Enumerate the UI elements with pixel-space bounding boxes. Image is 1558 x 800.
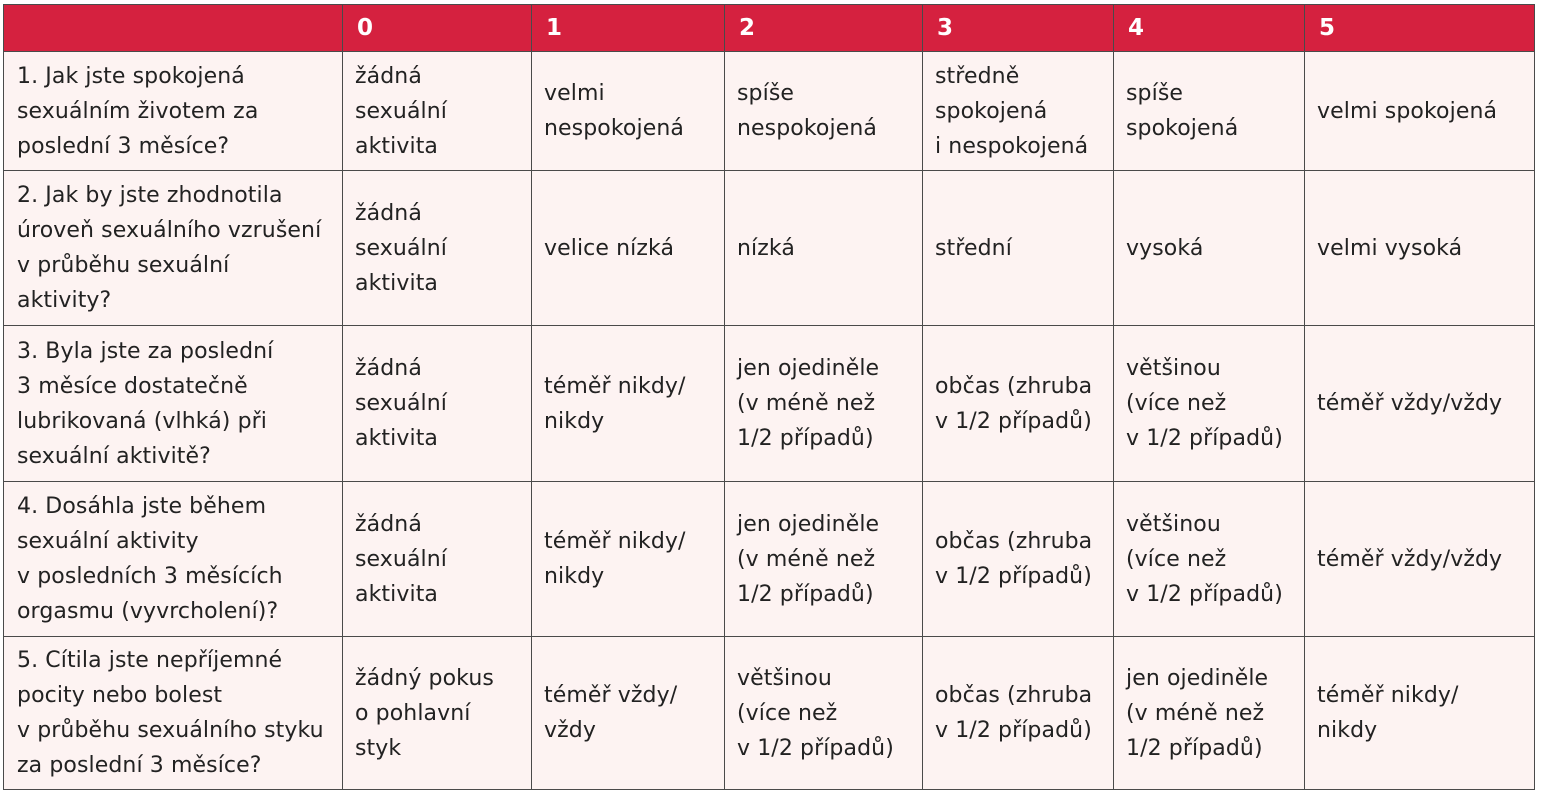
header-score-1: 1 bbox=[532, 5, 725, 52]
answer-cell: jen ojediněle (v méně než 1/2 případů) bbox=[725, 482, 923, 637]
header-question-column bbox=[4, 5, 343, 52]
answer-cell: velmi vysoká bbox=[1305, 171, 1535, 326]
answer-cell: jen ojediněle (v méně než 1/2 případů) bbox=[1114, 637, 1305, 790]
questionnaire-table-wrapper bbox=[3, 4, 1535, 790]
answer-cell: spíše nespokojená bbox=[725, 52, 923, 171]
answer-cell: žádná sexuální aktivita bbox=[343, 52, 532, 171]
question-cell: 2. Jak by jste zhodnotila úroveň sexuálního vzrušení v průběhu sexuální aktivity? bbox=[4, 171, 343, 326]
answer-cell: občas (zhruba v 1/2 případů) bbox=[923, 637, 1114, 790]
header-score-2: 2 bbox=[725, 5, 923, 52]
answer-cell: většinou (více než v 1/2 případů) bbox=[1114, 326, 1305, 482]
answer-cell: občas (zhruba v 1/2 případů) bbox=[923, 326, 1114, 482]
answer-cell: velmi spokojená bbox=[1305, 52, 1535, 171]
table-row bbox=[4, 482, 1535, 637]
header-score-3: 3 bbox=[923, 5, 1114, 52]
answer-cell: jen ojediněle (v méně než 1/2 případů) bbox=[725, 326, 923, 482]
answer-cell: téměř nikdy/ nikdy bbox=[532, 482, 725, 637]
answer-cell: občas (zhruba v 1/2 případů) bbox=[923, 482, 1114, 637]
answer-cell: téměř nikdy/ nikdy bbox=[1305, 637, 1535, 790]
answer-cell: spíše spokojená bbox=[1114, 52, 1305, 171]
answer-cell: žádná sexuální aktivita bbox=[343, 171, 532, 326]
answer-cell: žádná sexuální aktivita bbox=[343, 326, 532, 482]
answer-cell: většinou (více než v 1/2 případů) bbox=[1114, 482, 1305, 637]
answer-cell: nízká bbox=[725, 171, 923, 326]
header-score-0: 0 bbox=[343, 5, 532, 52]
answer-cell: téměř vždy/vždy bbox=[1305, 326, 1535, 482]
answer-cell: téměř nikdy/ nikdy bbox=[532, 326, 725, 482]
answer-cell: velice nízká bbox=[532, 171, 725, 326]
table-row bbox=[4, 52, 1535, 171]
questionnaire-table bbox=[3, 4, 1535, 790]
answer-cell: téměř vždy/ vždy bbox=[532, 637, 725, 790]
question-cell: 3. Byla jste za poslední 3 měsíce dostatečně lubrikovaná (vlhká) při sexuální aktivitě? bbox=[4, 326, 343, 482]
answer-cell: vysoká bbox=[1114, 171, 1305, 326]
answer-cell: velmi nespokojená bbox=[532, 52, 725, 171]
answer-cell: střední bbox=[923, 171, 1114, 326]
header-score-5: 5 bbox=[1305, 5, 1535, 52]
answer-cell: téměř vždy/vždy bbox=[1305, 482, 1535, 637]
question-cell: 1. Jak jste spokojená sexuálním životem za poslední 3 měsíce? bbox=[4, 52, 343, 171]
question-cell: 4. Dosáhla jste během sexuální aktivity v posledních 3 měsících orgasmu (vyvrcholení)? bbox=[4, 482, 343, 637]
header-score-4: 4 bbox=[1114, 5, 1305, 52]
table-row bbox=[4, 326, 1535, 482]
answer-cell: středně spokojená i nespokojená bbox=[923, 52, 1114, 171]
table-row bbox=[4, 171, 1535, 326]
question-cell: 5. Cítila jste nepříjemné pocity nebo bolest v průběhu sexuálního styku za poslední 3 měsíce? bbox=[4, 637, 343, 790]
table-row bbox=[4, 637, 1535, 790]
answer-cell: většinou (více než v 1/2 případů) bbox=[725, 637, 923, 790]
header-row bbox=[4, 5, 1535, 52]
answer-cell: žádný pokus o pohlavní styk bbox=[343, 637, 532, 790]
answer-cell: žádná sexuální aktivita bbox=[343, 482, 532, 637]
